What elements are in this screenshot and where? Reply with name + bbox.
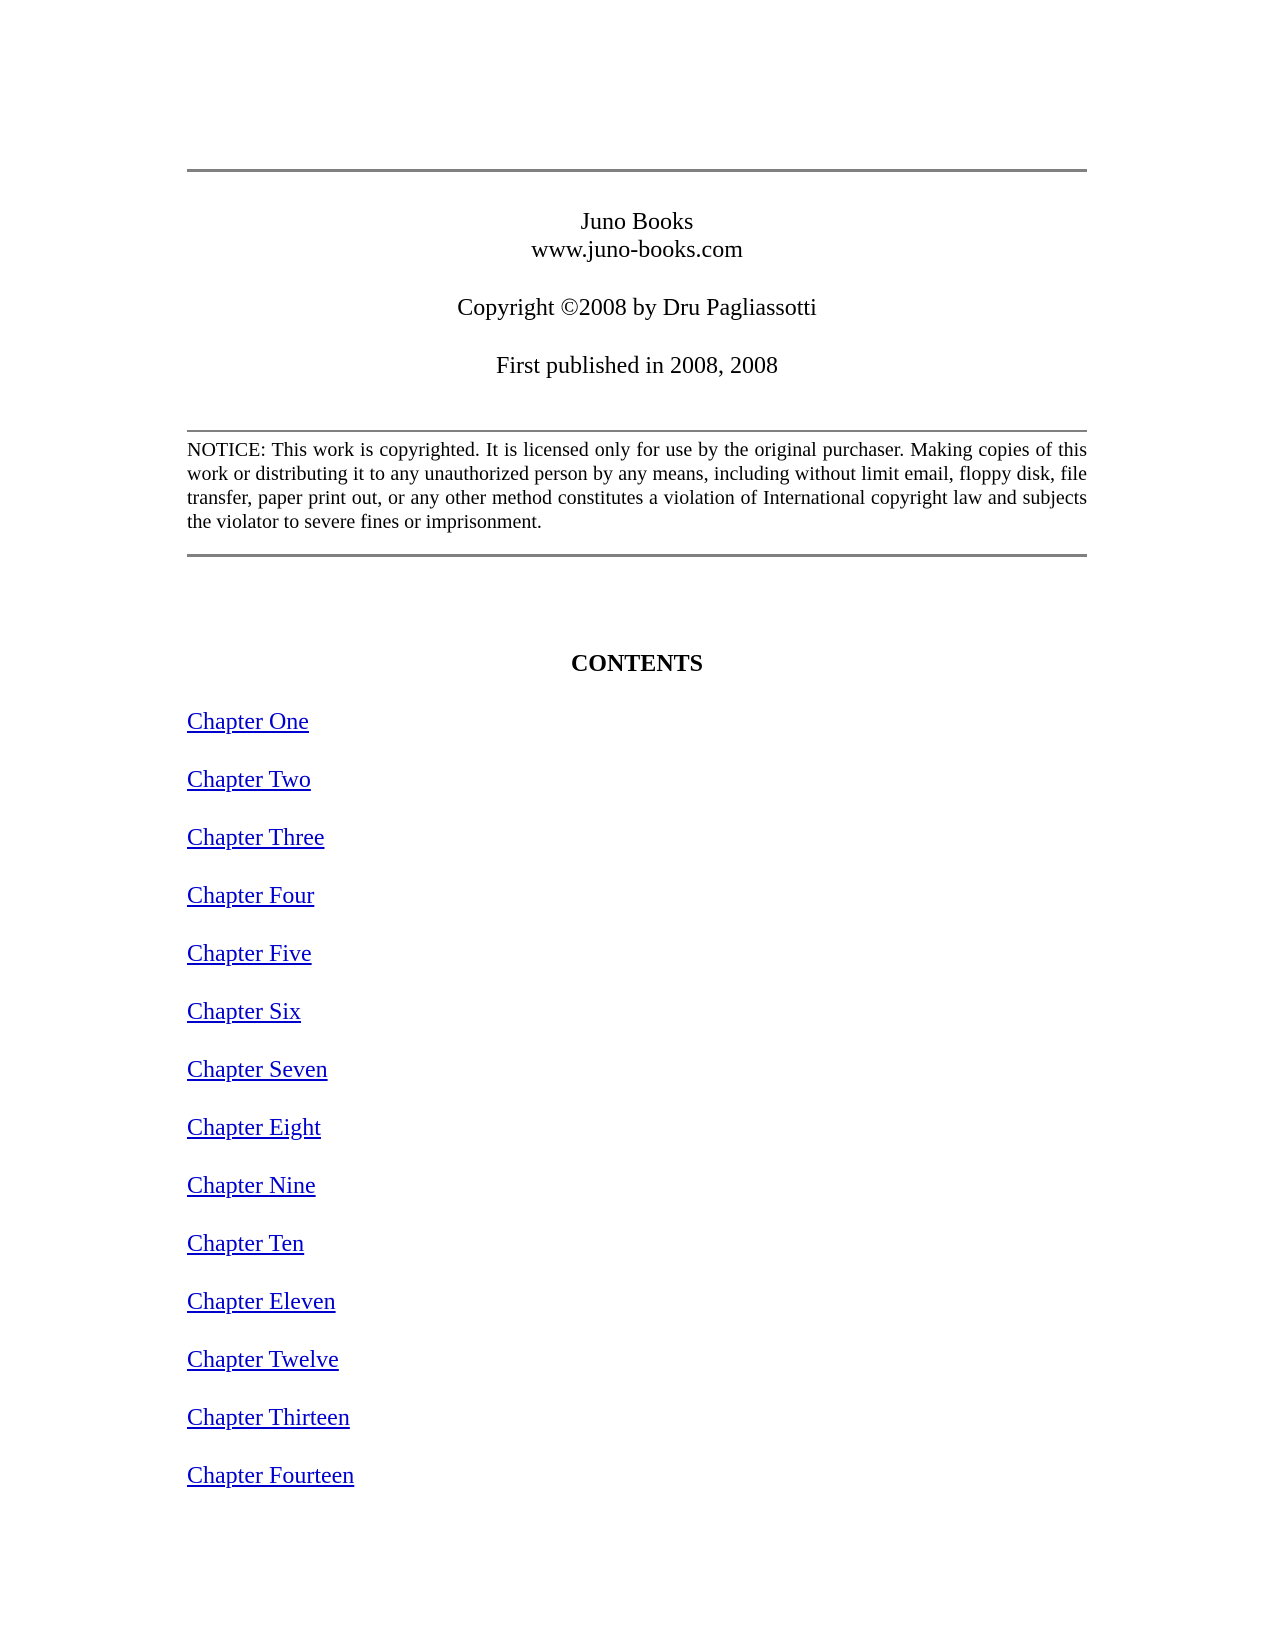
- chapter-link-7[interactable]: Chapter Seven: [187, 1057, 328, 1083]
- chapter-link-12[interactable]: Chapter Twelve: [187, 1347, 339, 1373]
- copyright-line: Copyright ©2008 by Dru Pagliassotti: [457, 295, 817, 321]
- notice-bottom-divider: [187, 554, 1087, 557]
- toc-item: [187, 823, 1087, 881]
- chapter-link-10[interactable]: Chapter Ten: [187, 1231, 305, 1257]
- chapter-link-14[interactable]: Chapter Fourteen: [187, 1463, 355, 1489]
- toc-item: [187, 1287, 1087, 1345]
- table-of-contents: [187, 707, 1087, 1519]
- toc-item: [187, 1403, 1087, 1461]
- chapter-link-13[interactable]: Chapter Thirteen: [187, 1405, 350, 1431]
- copyright-notice: NOTICE: This work is copyrighted. It is licensed only for use by the original purchaser. Making copies of this work or distributing it to any unauthorized person by any means, including without limit email, floppy disk, file transfer, paper print out, or any other method constitutes a violation of International copyright law and subjects the violator to severe fines or imprisonment.: [187, 439, 1087, 533]
- notice-top-divider: [187, 430, 1087, 432]
- toc-item: [187, 939, 1087, 997]
- chapter-link-3[interactable]: Chapter Three: [187, 825, 325, 851]
- chapter-link-11[interactable]: Chapter Eleven: [187, 1289, 336, 1315]
- chapter-link-6[interactable]: Chapter Six: [187, 999, 301, 1025]
- top-divider: [187, 169, 1087, 172]
- chapter-link-4[interactable]: Chapter Four: [187, 883, 315, 909]
- toc-item: [187, 765, 1087, 823]
- publisher-website: www.juno-books.com: [531, 237, 743, 263]
- publisher-name: Juno Books: [580, 209, 694, 235]
- toc-item: [187, 1171, 1087, 1229]
- chapter-link-2[interactable]: Chapter Two: [187, 767, 311, 793]
- toc-item: [187, 1055, 1087, 1113]
- contents-heading: CONTENTS: [570, 651, 704, 677]
- toc-item: [187, 1113, 1087, 1171]
- chapter-link-9[interactable]: Chapter Nine: [187, 1173, 316, 1199]
- chapter-link-8[interactable]: Chapter Eight: [187, 1115, 321, 1141]
- toc-item: [187, 1229, 1087, 1287]
- toc-item: [187, 1461, 1087, 1519]
- chapter-link-1[interactable]: Chapter One: [187, 709, 309, 735]
- toc-item: [187, 881, 1087, 939]
- document-page: [187, 0, 1087, 1651]
- toc-item: [187, 707, 1087, 765]
- chapter-link-5[interactable]: Chapter Five: [187, 941, 312, 967]
- toc-item: [187, 1345, 1087, 1403]
- first-published-line: First published in 2008, 2008: [495, 353, 778, 379]
- toc-item: [187, 997, 1087, 1055]
